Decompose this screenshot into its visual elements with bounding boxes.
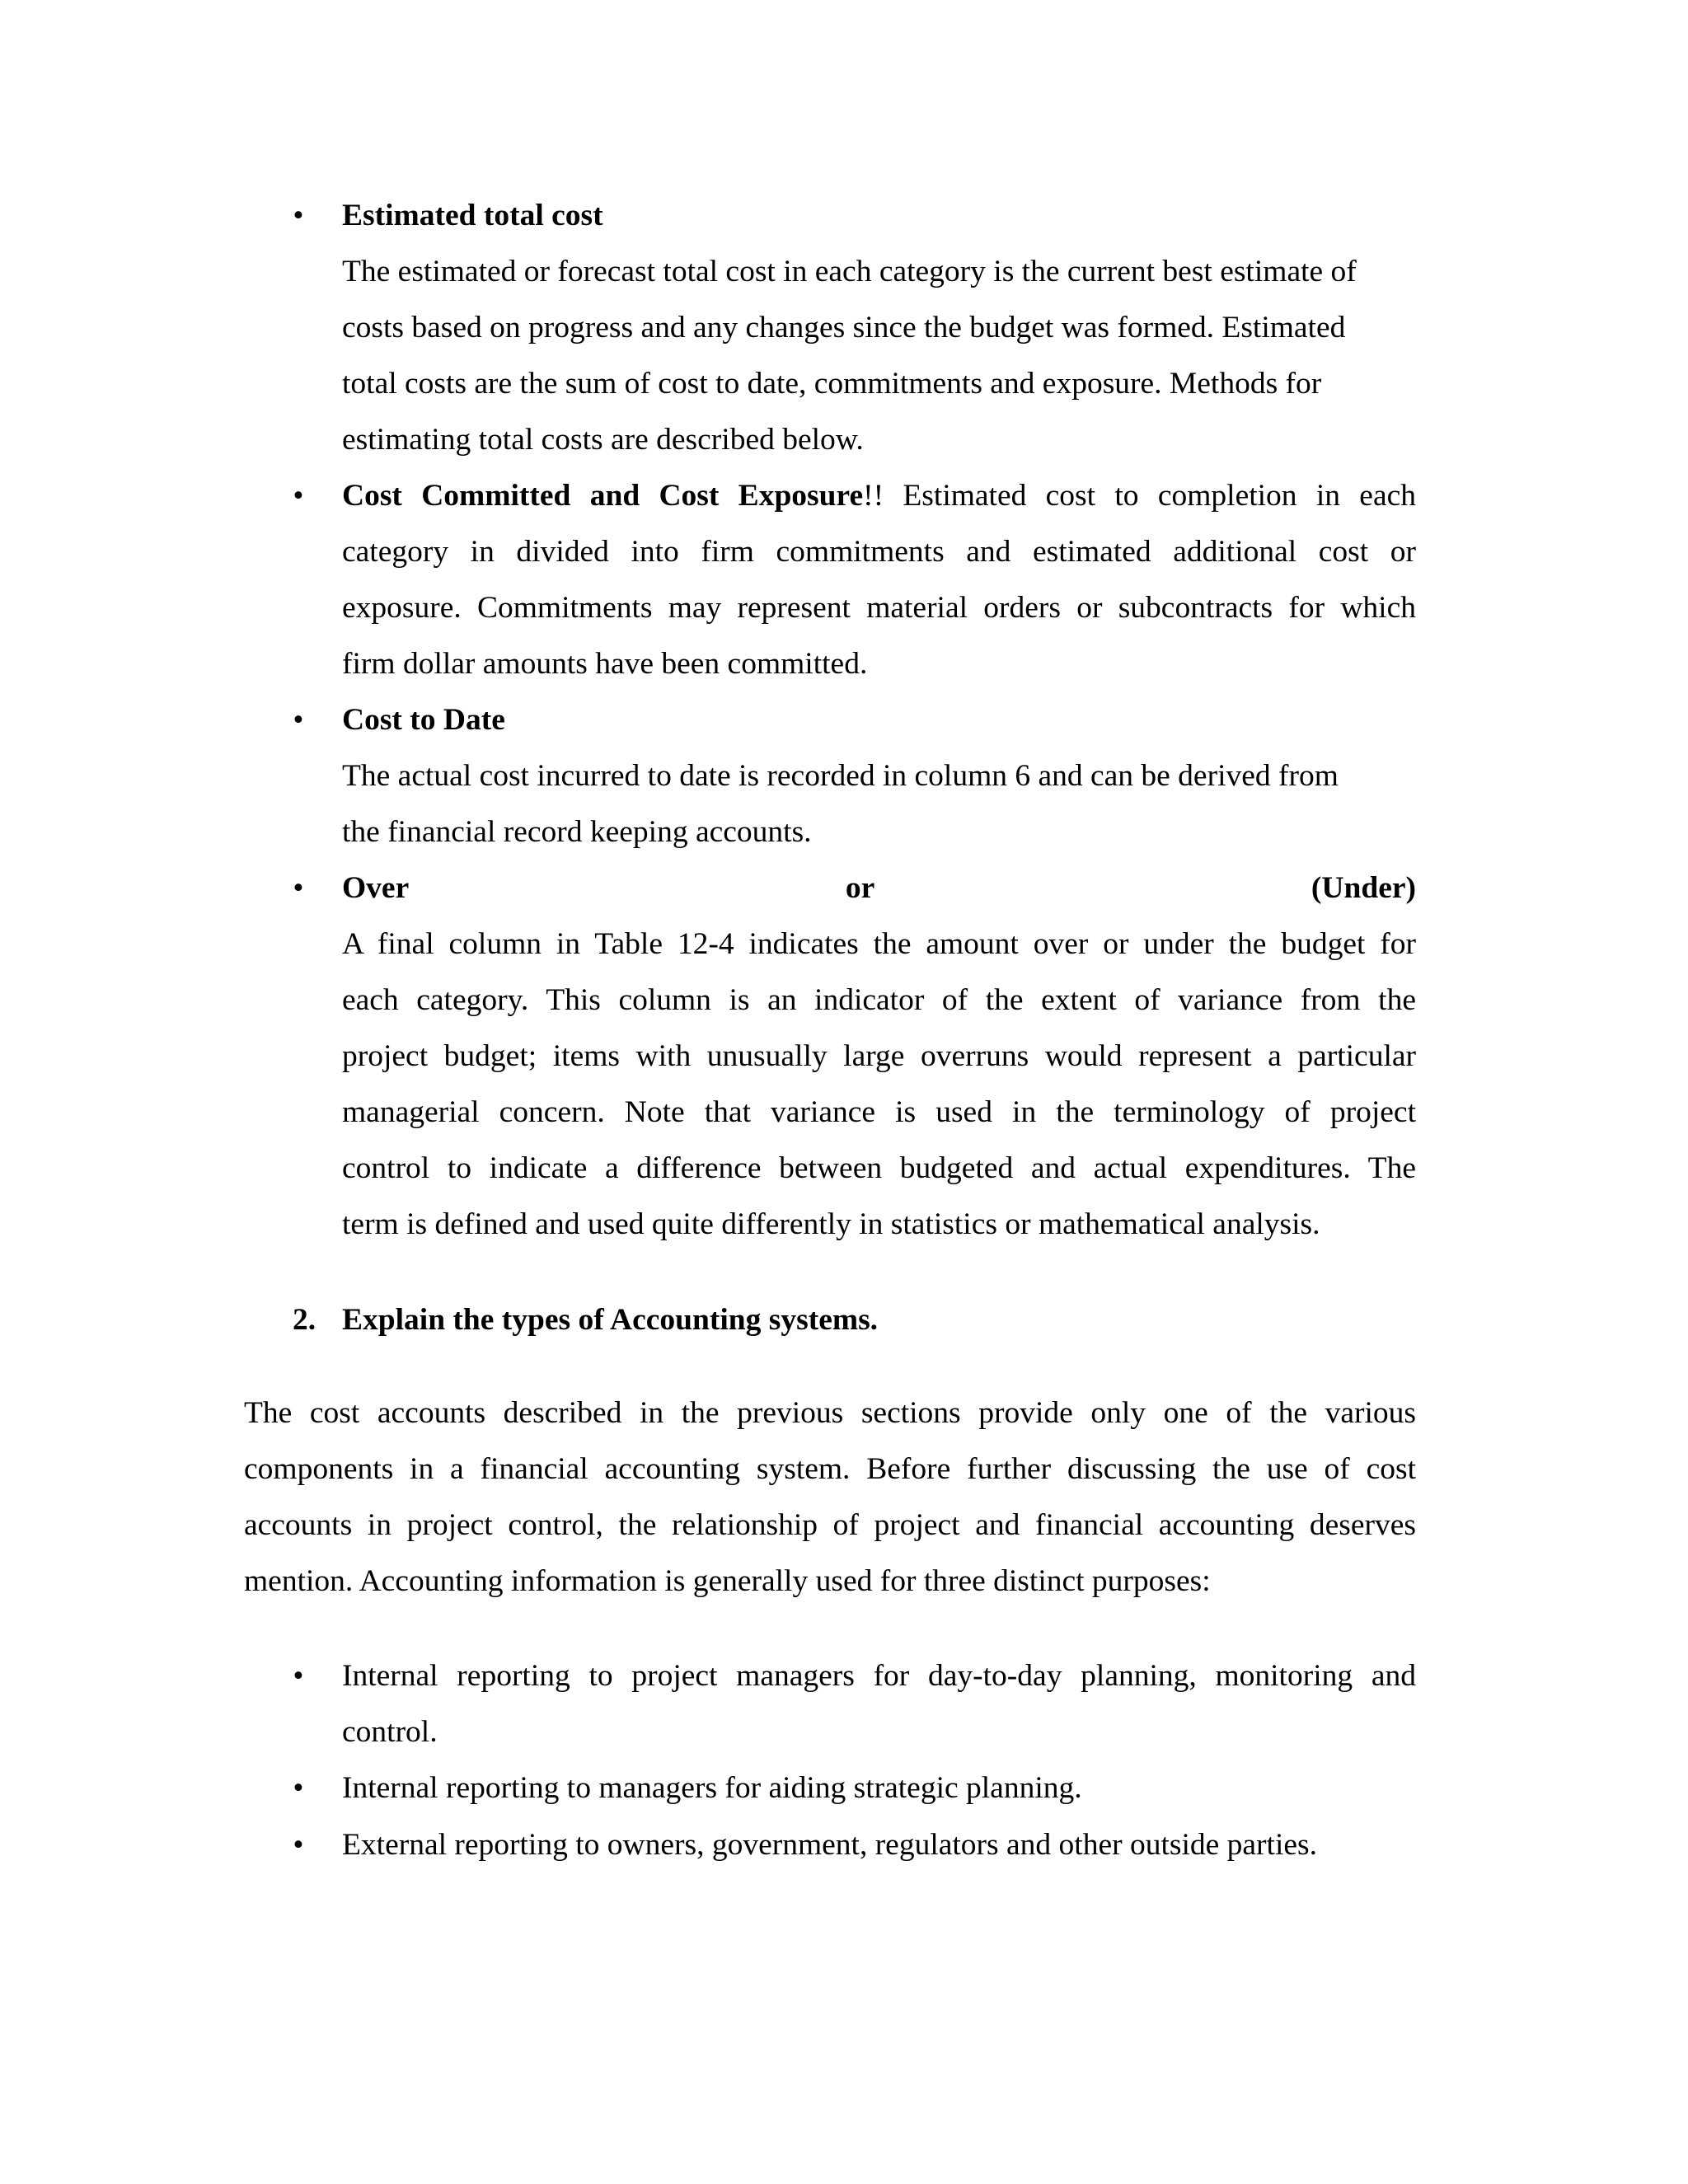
bullet-marker: • [293,1659,304,1693]
body-line: exposure. Commitments may represent material orders or subcontracts for which [342,591,1416,625]
paragraph-line: mention. Accounting information is generally used for three distinct purposes: [244,1564,1211,1598]
body-line: control to indicate a difference between budgeted and actual expenditures. The [342,1151,1416,1185]
purpose-item-line: control. [342,1715,438,1749]
body-line: term is defined and used quite differently in statistics or mathematical analysis. [342,1207,1320,1241]
bullet-marker: • [293,703,304,737]
body-line: category in divided into firm commitments and estimated additional cost or [342,535,1416,569]
item-heading-over-or-under: Over or (Under) [342,871,1416,905]
purpose-item-line: Internal reporting to managers for aiding strategic planning. [342,1771,1082,1805]
purpose-item-line: Internal reporting to project managers for day-to-day planning, monitoring and [342,1659,1416,1693]
body-line: each category. This column is an indicator of the extent of variance from the [342,983,1416,1017]
body-line: the financial record keeping accounts. [342,815,812,849]
bullet-marker: • [293,479,304,513]
item-heading-cost-committed-line [342,478,1416,514]
paragraph-line: components in a financial accounting system. Before further discussing the use of cost [244,1452,1416,1486]
bullet-marker: • [293,871,304,905]
body-line: project budget; items with unusually large overruns would represent a particular [342,1039,1416,1073]
item-heading-cost-committed: Cost Committed and Cost Exposure [342,479,864,513]
purpose-item-line: External reporting to owners, government, regulators and other outside parties. [342,1828,1317,1862]
body-line: total costs are the sum of cost to date, commitments and exposure. Methods for [342,367,1322,401]
paragraph-line: accounts in project control, the relationship of project and financial accounting deserves [244,1508,1416,1542]
item-heading-estimated-total-cost: Estimated total cost [342,199,603,232]
question-number: 2. [293,1303,316,1337]
item-heading-cost-to-date: Cost to Date [342,703,505,737]
body-line: costs based on progress and any changes since the budget was formed. Estimated [342,311,1346,344]
paragraph-line: The cost accounts described in the previous sections provide only one of the various [244,1396,1416,1430]
body-line: The estimated or forecast total cost in each category is the current best estimate of [342,255,1357,288]
body-line: A final column in Table 12-4 indicates the amount over or under the budget for [342,927,1416,961]
bullet-marker: • [293,1828,304,1862]
body-line: firm dollar amounts have been committed. [342,647,868,681]
question-heading: Explain the types of Accounting systems. [342,1303,879,1337]
item-heading-tail: !! Estimated cost to completion in each [863,479,1416,513]
body-line: managerial concern. Note that variance is used in the terminology of project [342,1095,1416,1129]
body-line: estimating total costs are described below. [342,423,864,457]
body-line: The actual cost incurred to date is recorded in column 6 and can be derived from [342,759,1339,793]
bullet-marker: • [293,199,304,232]
bullet-marker: • [293,1771,304,1805]
